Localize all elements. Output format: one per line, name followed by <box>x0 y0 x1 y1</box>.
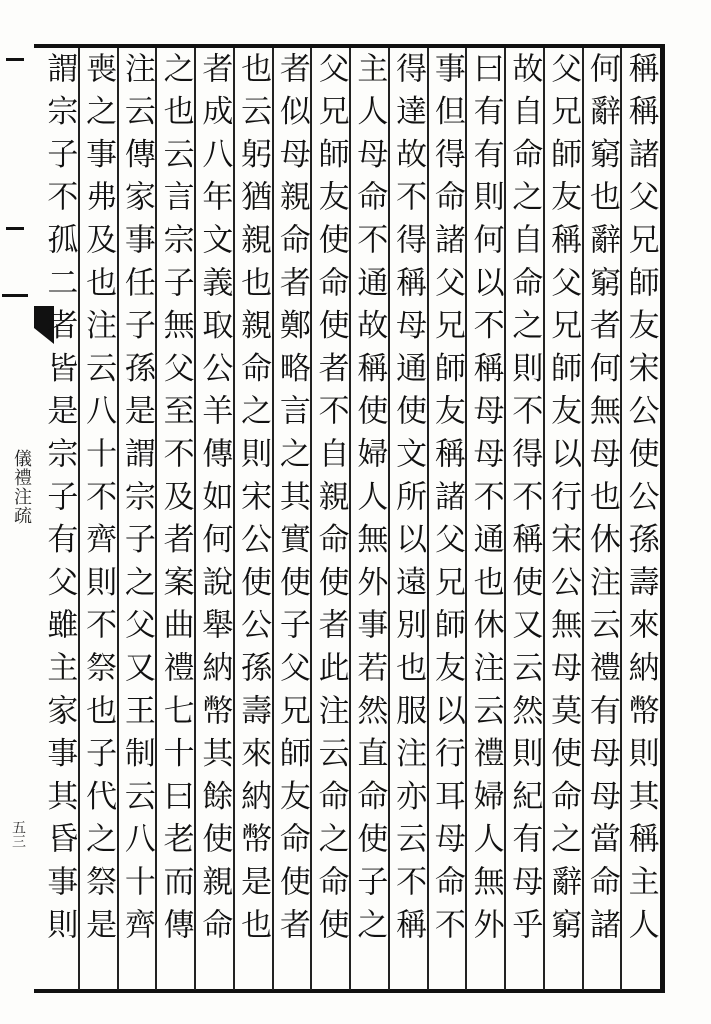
margin-mark <box>6 227 24 230</box>
column-rule <box>465 48 467 990</box>
text-column: 父兄師友使命使者不自親命使者此注云命之命使 <box>312 52 349 951</box>
book-title: 儀禮注疏 <box>11 449 32 525</box>
column-rule <box>155 48 157 990</box>
text-column: 事但得命諸父兄師友稱諸父兄師友以行耳母命不 <box>428 52 465 951</box>
text-column: 謂宗子不孤二者皆是宗子有父雖主家事其昏事則 <box>41 52 78 951</box>
column-rule <box>310 48 312 990</box>
column-rule <box>117 48 119 990</box>
margin-mark <box>2 294 28 297</box>
column-rule <box>194 48 196 990</box>
column-rule <box>582 48 584 990</box>
text-column: 曰有有則何以不稱母母不通也休注云禮婦人無外 <box>467 52 504 951</box>
page-margin <box>0 44 34 993</box>
text-column: 父兄師友稱父兄師友以行宋公無母莫使命之辭窮 <box>545 52 582 951</box>
column-rule <box>388 48 390 990</box>
text-column: 者成八年文義取公羊傳如何說舉納幣其餘使親命 <box>196 52 233 951</box>
text-column: 喪之事弗及也注云八十不齊則不祭也子代之祭是 <box>80 52 117 951</box>
column-rule <box>427 48 429 990</box>
text-column: 主人母命不通故稱使婦人無外事若然直命使子之 <box>351 52 388 951</box>
column-rule <box>349 48 351 990</box>
text-column: 稱稱諸父兄師友宋公使公孫壽來納幣則其稱主人 <box>622 52 659 951</box>
column-rule <box>233 48 235 990</box>
column-rule <box>504 48 506 990</box>
page-number: 五三 <box>10 820 26 848</box>
column-rule <box>620 48 622 990</box>
margin-mark <box>6 58 24 61</box>
text-column: 之也云言宗子無父至不及者案曲禮七十曰老而傳 <box>157 52 194 951</box>
text-column: 者似母親命者鄭略言之其實使子父兄師友命使者 <box>273 52 310 951</box>
column-rule <box>543 48 545 990</box>
text-column: 注云傳家事任子孫是謂宗子之父又王制云八十齊 <box>118 52 155 951</box>
column-rule <box>272 48 274 990</box>
text-column: 也云躬猶親也親命之則宋公使公孫壽來納幣是也 <box>235 52 272 951</box>
text-column: 何辭窮也辭窮者何無母也休注云禮有母母當命諸 <box>583 52 620 951</box>
text-column: 故自命之自命之則不得不稱使又云然則紀有母乎 <box>506 52 543 951</box>
column-rule <box>78 48 80 990</box>
text-column: 得達故不得稱母通使文所以遠別也服注亦云不稱 <box>390 52 427 951</box>
